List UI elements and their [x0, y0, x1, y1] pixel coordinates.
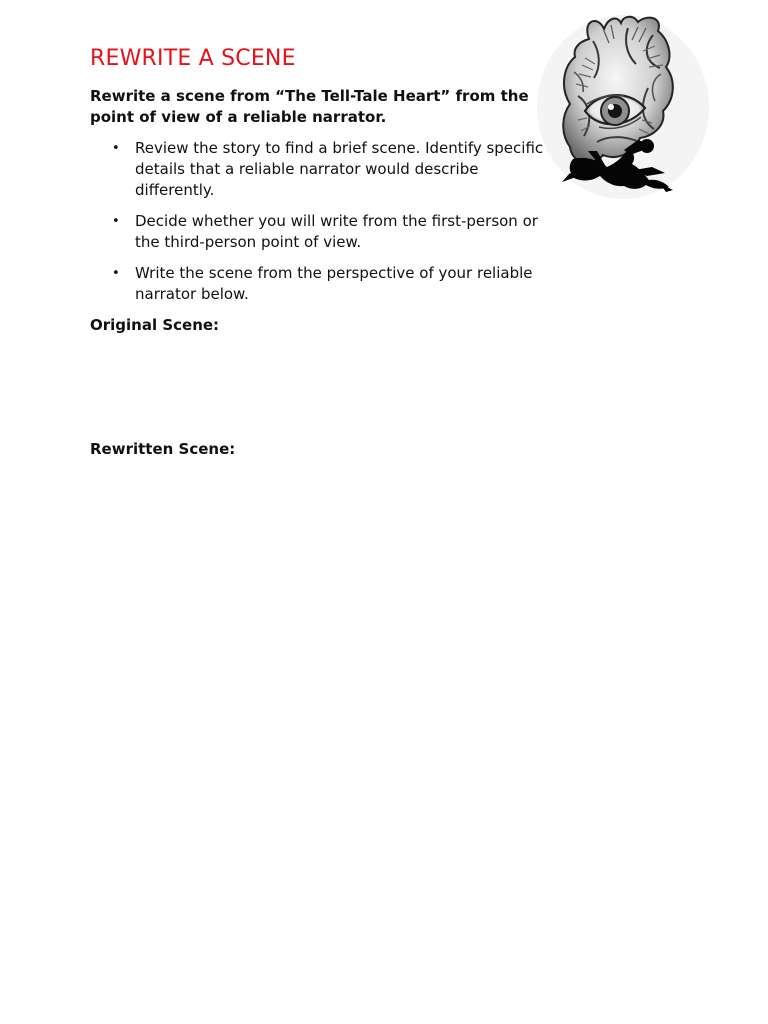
bullet-marker: •	[112, 266, 120, 281]
bullet-marker: •	[112, 141, 120, 156]
bullet-marker: •	[112, 214, 120, 229]
original-scene-label: Original Scene:	[90, 316, 220, 334]
heart-eye-illustration	[515, 10, 725, 210]
instruction-bullet-text: Decide whether you will write from the first-person or the third-person point of view.	[135, 212, 538, 251]
worksheet-title: REWRITE A SCENE	[90, 46, 296, 71]
instruction-bullet-text: Write the scene from the perspective of your reliable narrator below.	[135, 264, 533, 303]
instruction-bullet	[90, 211, 545, 253]
instructions-text: Rewrite a scene from “The Tell-Tale Heart” from the point of view of a reliable narrator.	[90, 87, 529, 126]
instruction-bullet	[90, 263, 545, 305]
instruction-bullet-text: Review the story to find a brief scene. Identify specific details that a reliable narrator would describe differently.	[135, 139, 544, 199]
instruction-list	[90, 138, 545, 315]
instruction-bullet	[90, 138, 545, 201]
rewritten-scene-label: Rewritten Scene:	[90, 440, 236, 458]
